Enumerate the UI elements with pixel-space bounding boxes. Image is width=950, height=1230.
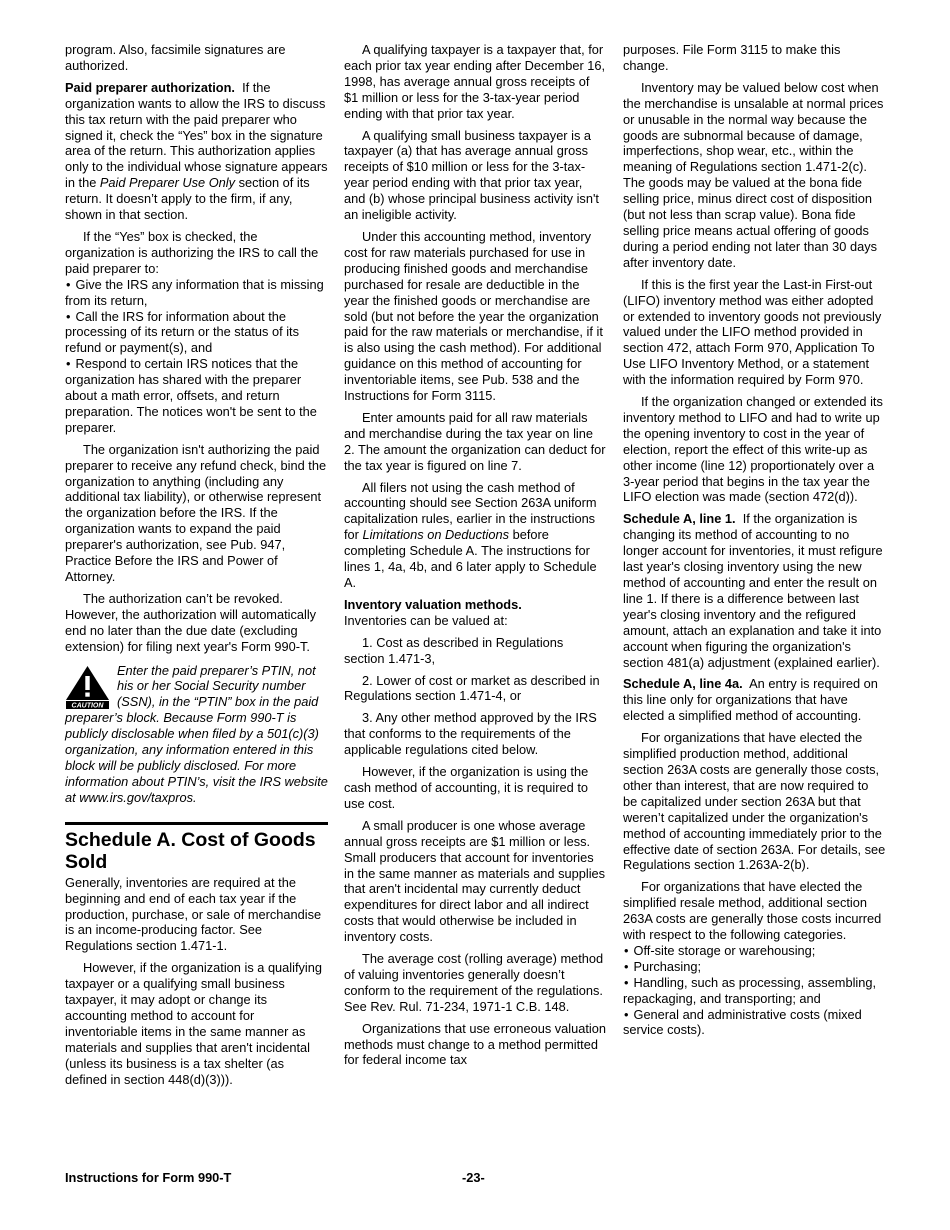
caution-icon	[65, 665, 110, 709]
section-heading: Paid preparer authorization.	[65, 79, 235, 95]
list-item: • Respond to certain IRS notices that the organization has shared with the preparer about a math error, offsets, and return preparation. The notices won't be sent to the preparer.	[65, 356, 328, 436]
paragraph: Schedule A, line 4a. An entry is required on this line only for organizations that have elected a simplified method of accounting.	[623, 676, 878, 724]
paragraph: Generally, inventories are required at the beginning and end of each tax year if the production, purchase, or sale of merchandise is an income-producing factor. See Regulations section 1.471-1.	[65, 874, 322, 954]
list-item: 3. Any other method approved by the IRS that conforms to the requirements of the applicable regulations cited below.	[344, 710, 597, 758]
paragraph: The average cost (rolling average) method of valuing inventories generally doesn’t conform to the requirement of the regulations. See Rev. Rul. 71-234, 1971-1 C.B. 148.	[344, 951, 604, 1014]
page-number: -23-	[462, 1170, 485, 1185]
paragraph: Enter amounts paid for all raw materials and merchandise during the tax year on line 2. The amount the organization can deduct for the tax year is figured on line 7.	[344, 409, 606, 473]
paragraph: Paid preparer authorization. If the organization wants to allow the IRS to discuss this tax return with the paid preparer who signed it, check the “Yes” box in the signature area of the return. This authorization applies only to the individual whose signature appears in the Paid Preparer Use Only section of its return. It doesn’t apply to the firm, if any, shown in that section.	[65, 79, 328, 223]
bullet-list	[65, 277, 328, 436]
column-1	[65, 42, 328, 1093]
paragraph: A qualifying small business taxpayer is a taxpayer (a) that has average annual gross receipts of $10 million or less for the 3-tax-year period ending with that prior tax year, and (b) whose principal business activity isn't an ineligible activity.	[344, 127, 599, 223]
list-item: • General and administrative costs (mixed service costs).	[623, 1007, 886, 1039]
list-item: • Give the IRS any information that is missing from its return,	[65, 277, 328, 309]
paragraph: For organizations that have elected the simplified resale method, additional section 263A costs are generally those costs incurred with respect to the following categories.	[623, 879, 882, 943]
section-divider	[65, 822, 328, 1088]
list-item: • Call the IRS for information about the processing of its return or the status of its refund or payment(s), and	[65, 309, 328, 357]
section-title: Schedule A. Cost of Goods Sold	[65, 828, 316, 873]
list-item: 1. Cost as described in Regulations section 1.471-3,	[344, 634, 564, 666]
paragraph: If the organization changed or extended its inventory method to LIFO and had to write up the opening inventory to cost in the year of election, report the effect of this write-up as other income (line 12) proportionately over a 3-year period that begins in the tax year the LIFO election was made (section 472(d)).	[623, 394, 883, 505]
paragraph: All filers not using the cash method of accounting should see Section 263A uniform capitalization rules, earlier in the instructions for Limitations on Deductions before completing Schedule A. The instructions for lines 1, 4a, 4b, and 6 later apply to Schedule A.	[344, 479, 597, 590]
section-heading: Schedule A, line 4a.	[623, 676, 743, 692]
paragraph: If the “Yes” box is checked, the organization is authorizing the IRS to call the paid preparer to:	[65, 228, 319, 276]
caution-label: CAUTION	[71, 702, 104, 709]
paragraph: Inventory valuation methods. Inventories can be valued at:	[344, 596, 522, 628]
paragraph: However, if the organization is using the cash method of accounting, it is required to use cost.	[344, 764, 589, 811]
paragraph: The authorization can’t be revoked. However, the authorization will automatically end no later than the due date (excluding extension) for filing next year's Form 990-T.	[65, 590, 317, 654]
paragraph: Inventory may be valued below cost when the merchandise is unsalable at normal prices or unusable in the normal way because the goods are subnormal because of damage, imperfections, shop wear, etc., within the meaning of Regulations section 1.471-2(c). The goods may be valued at the bona fide selling price, minus direct cost of disposition (but not less than scrap value). Bona fide selling price means actual offering of goods during a period ending not later than 30 days after inventory date.	[623, 79, 884, 270]
caution-text: Enter the paid preparer’s PTIN, not his or her Social Security number (SSN), in the “PTIN” box in the paid preparer’s block. Because Form 990-T is publicly disclosable when filed by a 501(c)(3) organization, any information entered in this block will be publicly disclosed. For more information about PTIN’s, visit the IRS website at www.irs.gov/taxpros.	[65, 662, 328, 805]
paragraph: Organizations that use erroneous valuation methods must change to a method permitted for federal income tax	[344, 1020, 607, 1068]
list-item: • Purchasing;	[623, 959, 886, 975]
list-item: • Handling, such as processing, assembling, repackaging, and transporting; and	[623, 975, 886, 1007]
section-heading: Schedule A, line 1.	[623, 511, 736, 527]
paragraph: Schedule A, line 1. If the organization is changing its method of accounting to no longer account for inventories, it must refigure last year's closing inventory using the new method of accounting and enter the result on line 1. If there is a difference between last year's closing inventory and the refigured amount, attach an explanation and take it into account when figuring the organization's section 481(a) adjustment (explained earlier).	[623, 511, 883, 670]
paragraph: If this is the first year the Last-in First-out (LIFO) inventory method was either adopted or extended to inventory goods not previously valued under the LIFO method provided in section 472, attach Form 970, Application To Use LIFO Inventory Method, or a statement with the information required by Form 970.	[623, 276, 882, 388]
paragraph: A qualifying taxpayer is a taxpayer that, for each prior tax year ending after December 16, 1998, has average annual gross receipts of $1 million or less for the 3-tax-year period ending with that prior tax year.	[344, 42, 606, 121]
paragraph: For organizations that have elected the simplified production method, additional section 263A costs are generally those costs, other than interest, that are now required to be capitalized under section 263A but that weren’t capitalized under the organization's method of accounting immediately prior to the effective date of section 263A. For details, see Regulations section 1.263A-2(b).	[623, 730, 886, 873]
bullet-list	[623, 943, 886, 1038]
list-item: • Off-site storage or warehousing;	[623, 943, 886, 959]
caution-note	[65, 663, 328, 806]
paragraph: Under this accounting method, inventory cost for raw materials purchased for use in producing finished goods and merchandise purchased for resale are deductible in the year the finished goods or merchandise are sold (but not before the year the organization paid for the raw materials or merchandise, if it is also using the cash method). For additional guidance on this method of accounting for inventoriable items, see Pub. 538 and the Instructions for Form 3115.	[344, 228, 603, 404]
column-2	[344, 42, 607, 1074]
column-3	[623, 42, 886, 1044]
section-heading: Inventory valuation methods.	[344, 596, 522, 612]
paragraph: purposes. File Form 3115 to make this change.	[623, 42, 841, 73]
list-item: 2. Lower of cost or market as described in Regulations section 1.471-4, or	[344, 672, 600, 704]
footer-form-title: Instructions for Form 990-T	[65, 1170, 232, 1185]
paragraph: However, if the organization is a qualifying taxpayer or a qualifying small business taxpayer, it may adopt or change its accounting method to account for inventoriable items in the same manner as materials and supplies that aren't incidental (unless its business is a tax shelter (as defined in section 448(d)(3))).	[65, 960, 323, 1087]
paragraph: A small producer is one whose average annual gross receipts are $1 million or less. Small producers that account for inventories in the same manner as materials and supplies that aren't incidental may currently deduct expenditures for direct labor and all indirect costs that would otherwise be included in inventory costs.	[344, 817, 606, 945]
paragraph: The organization isn't authorizing the paid preparer to receive any refund check, bind the organization to anything (including any additional tax liability), or otherwise represent the organization before the IRS. If the organization wants to expand the paid preparer's authorization, see Pub. 947, Practice Before the IRS and Power of Attorney.	[65, 441, 327, 584]
paragraph: program. Also, facsimile signatures are authorized.	[65, 42, 286, 73]
